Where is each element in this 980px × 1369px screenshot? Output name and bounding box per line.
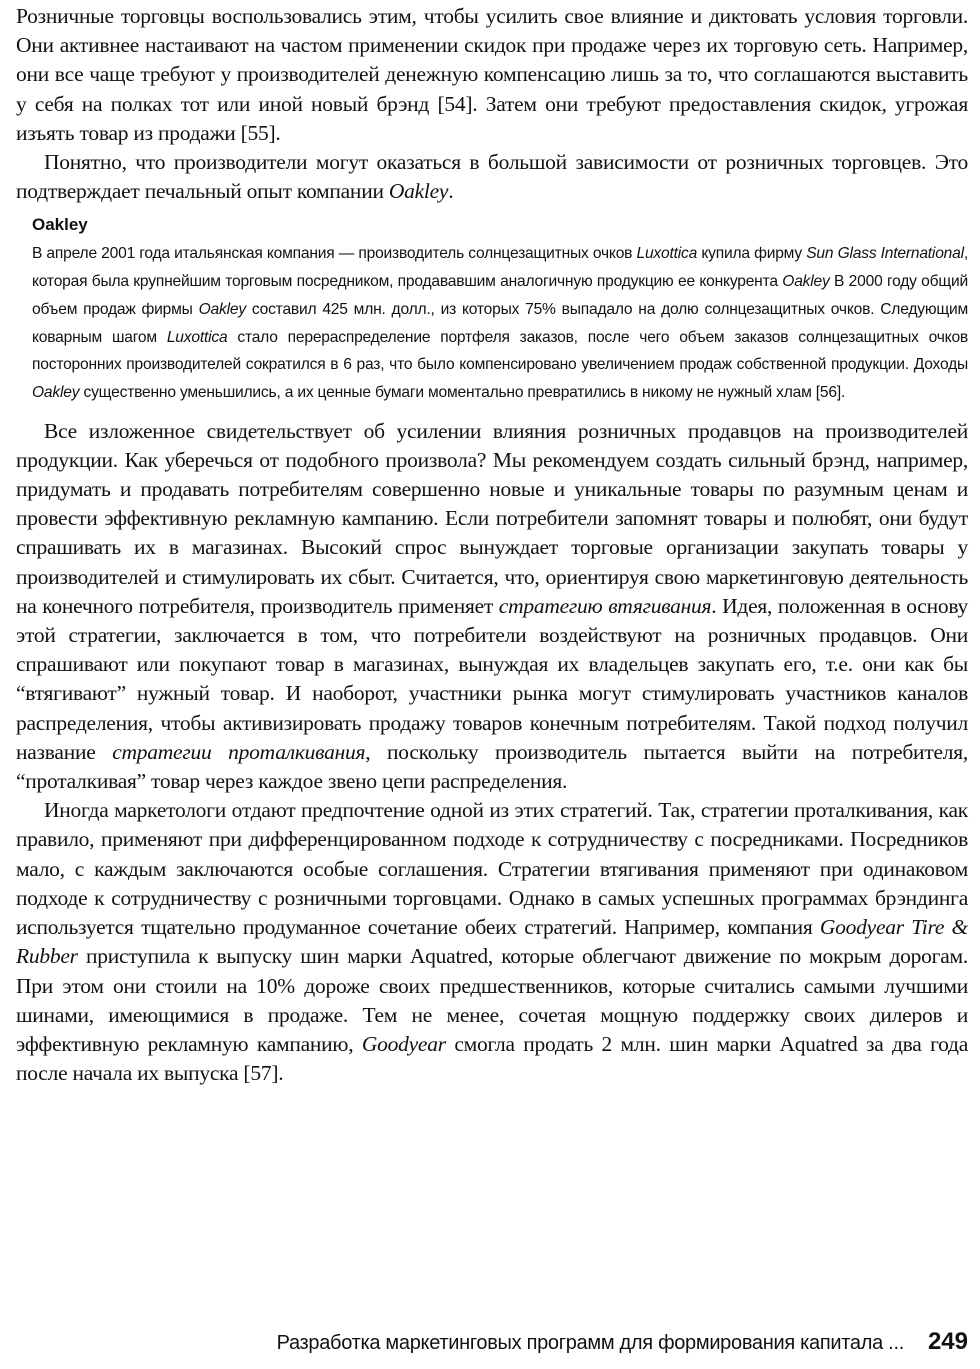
text-segment: Все изложенное свидетельствует об усилении влияния розничных продавцов на производителей продукции. Как уберечься от подобного произвола? Мы рекомендуем создать сильный брэнд, например, придумать и продавать потребителям совершенно новые и уникальные товары по разумным ценам и провести эффективную рекламную кампанию. Если потребители запомнят товары и полюбят, они будут спрашивать их в магазинах. Высокий спрос вынуждает торговые организации закупать товары у производителей и стимулировать их сбыт. Считается, что, ориентируя свою маркетинговую деятельность на конечного потребителя, производитель применяет	[16, 418, 968, 618]
text-segment: существенно уменьшились, а их ценные бумаги моментально превратились в никому не нужный хлам [56].	[79, 383, 846, 401]
paragraph-pull-push-strategies	[16, 417, 968, 797]
text-segment: приступила к выпуску шин марки Aquatred, которые облегчают движение по мокрым дорогам. При этом они стоили на 10% дороже своих предшественников, которые считались самыми лучшими шинами, имеющимися в продаже. Тем не менее, сочетая мощную поддержку своих дилеров и эффективную рекламную кампанию,	[16, 944, 968, 1056]
running-title: Разработка маркетинговых программ для формирования капитала ...	[276, 1332, 904, 1354]
text-segment: Иногда маркетологи отдают предпочтение одной из этих стратегий. Так, стратегии проталкивания, как правило, применяют при дифференцированном подходе к сотрудничеству с посредниками. Посредников мало, с каждым заключаются особые соглашения. Стратегии втягивания применяют при одинаковом подходе к сотрудничеству с розничными торговцами. Однако в самых успешных программах брэндинга используется тщательно продуманное сочетание обеих стратегий. Например, компания	[16, 798, 968, 940]
text-segment: , поскольку производитель пытается выйти на потребителя, “проталкивая” товар через каждое звено цепи распределения.	[16, 739, 968, 794]
paragraph-text: Розничные торговцы воспользовались этим, чтобы усилить свое влияние и диктовать условия торговли. Они активнее настаивают на частом применении скидок при продаже через их торговую сеть. Например, они все чаще требуют у производителей денежную компенсацию лишь за то, что соглашаются выставить у себя на полках тот или иной новый брэнд [54]. Затем они требуют предоставления скидок, угрожая изъять товар из продажи [55].	[16, 4, 968, 145]
term-italic: стратегию втягивания	[498, 593, 712, 618]
paragraph-goodyear-example	[16, 796, 968, 1088]
text-segment: составил 425 млн. долл., из которых 75% выпадало на долю солнцезащитных очков. Следующим коварным шагом	[32, 300, 968, 346]
page-number: 249	[927, 1328, 968, 1355]
company-name-italic: Goodyear Tire & Rubber	[16, 915, 968, 969]
company-name-italic: Sun Glass International	[806, 245, 964, 263]
company-name-italic: Luxottica	[166, 328, 228, 346]
text-segment: .	[448, 179, 454, 204]
company-name-italic: Oakley	[782, 273, 830, 291]
term-italic: стратегии проталкивания	[112, 739, 366, 764]
text-segment: В 2000 году общий объем продаж фирмы	[32, 273, 969, 318]
paragraph-dependence	[16, 148, 968, 206]
case-box-title: Oakley	[32, 215, 88, 235]
company-name-italic: Goodyear	[361, 1031, 446, 1056]
page-footer	[146, 1328, 968, 1362]
text-segment: , которая была крупнейшим торговым посредником, продававшим аналогичную продукцию ее конкурента	[32, 245, 969, 291]
text-segment: Понятно, что производители могут оказаться в большой зависимости от розничных торговцев. Это подтверждает печальный опыт компании	[16, 150, 968, 204]
text-segment: стало перераспределение портфеля заказов, после чего объем заказов солнцезащитных очков посторонних производителей сократился в 6 раз, что было компенсировано увеличением продаж собственной продукции. Доходы	[32, 328, 969, 374]
company-name-italic: Oakley	[32, 383, 80, 401]
text-segment: смогла продать 2 млн. шин марки Aquatred за два года после начала их выпуска [57].	[16, 1031, 968, 1086]
text-segment: купила фирму	[697, 245, 807, 263]
page-body	[16, 2, 968, 1088]
text-segment: . Идея, положенная в основу этой стратегии, заключается в том, что потребители воздействуют на розничных продавцов. Они спрашивают или покупают товар в магазинах, вынуждая их владельцев закупать его, т.е. они как бы “втягивают” нужный товар. И наоборот, участники рынка могут стимулировать участников каналов распределения, чтобы активизировать продажу товаров конечным потребителям. Такой подход получил название	[16, 593, 968, 764]
paragraph-retailers-influence	[16, 2, 968, 148]
company-name-italic: Oakley	[198, 300, 246, 318]
company-name-italic: Luxottica	[636, 245, 698, 263]
case-box-text	[32, 240, 968, 406]
company-name-italic: Oakley	[388, 179, 449, 204]
text-segment: В апреле 2001 года итальянская компания — производитель солнцезащитных очков	[32, 245, 637, 263]
case-box-oakley	[16, 214, 968, 406]
